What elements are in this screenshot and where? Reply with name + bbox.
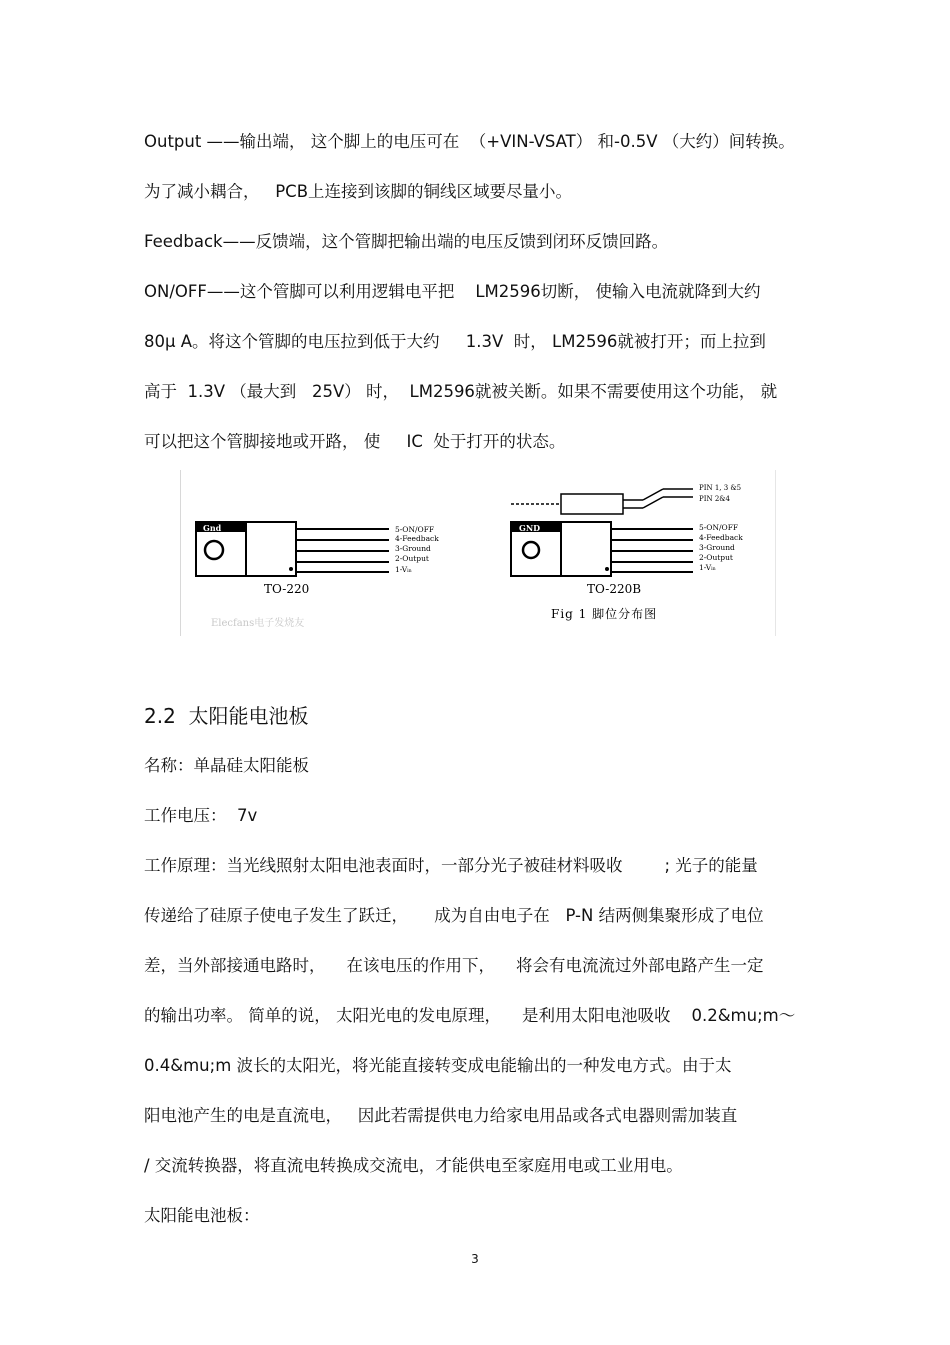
gnd-tab-label: GND [519,523,541,533]
paragraph-line: 80μ A。将这个管脚的电压拉到低于大约 1.3V 时， LM2596就被打开；而上拉到 [144,332,766,351]
pin-label: 3-Ground [699,543,735,552]
page-number: 3 [471,1252,479,1266]
paragraph-line: 高于 1.3V （最大到 25V） 时， LM2596就被关断。如果不需要使用这个功能， 就 [144,382,778,401]
to220b-package [511,484,743,621]
pin-label: 1-Vᵢₙ [699,563,716,572]
section-line: 工作电压： 7v [144,806,258,825]
to220-caption: TO-220 [264,582,310,596]
paragraph-line: Feedback——反馈端，这个管脚把输出端的电压反馈到闭环反馈回路。 [144,232,669,251]
to220-package [196,522,439,629]
figure-caption: Fig 1 脚位分布图 [551,607,658,621]
section-line: 传递给了硅原子使电子发生了跃迁， 成为自由电子在 P-N 结两侧集聚形成了电位 [144,906,764,925]
pin-label: 3-Ground [395,544,431,553]
to220b-caption: TO-220B [587,582,642,596]
pin-label: 4-Feedback [395,534,439,543]
pin-label: 4-Feedback [699,533,743,542]
section-line: 太阳能电池板： [144,1206,260,1225]
section-line: 工作原理：当光线照射太阳电池表面时，一部分光子被硅材料吸收 ; 光子的能量 [144,856,758,875]
watermark: Elecfans电子发烧友 [211,618,305,629]
section-heading: 2.2 太阳能电池板 [144,704,309,728]
section-line: 0.4&mu;m 波长的太阳光，将光能直接转变成电能输出的一种发电方式。由于太 [144,1056,732,1075]
paragraph-line: 为了减小耦合， PCB上连接到该脚的铜线区域要尽量小。 [144,182,573,201]
lead-label: PIN 1, 3 &5 [699,484,742,492]
pin-label: 5-ON/OFF [699,523,739,532]
pin-label: 2-Output [699,553,733,562]
gnd-tab-label: Gnd [203,523,222,533]
section-line: 名称：单晶硅太阳能板 [144,756,309,775]
lead-label: PIN 2&4 [699,495,730,503]
paragraph-line: Output ——输出端， 这个脚上的电压可在 （+VIN-VSAT） 和-0.5V （大约）间转换。 [144,132,795,151]
paragraph-line: ON/OFF——这个管脚可以利用逻辑电平把 LM2596切断， 使输入电流就降到大约 [144,282,761,301]
pin-label: 1-Vᵢₙ [395,565,412,574]
paragraph-line: 可以把这个管脚接地或开路， 使 IC 处于打开的状态。 [144,432,566,451]
section-line: 阳电池产生的电是直流电， 因此若需提供电力给家电用品或各式电器则需加装直 [144,1106,738,1125]
section-line: 的输出功率。 简单的说， 太阳光电的发电原理， 是利用太阳电池吸收 0.2&mu;m～ [144,1006,796,1025]
pinout-figure [180,470,776,636]
pin-label: 2-Output [395,554,429,563]
section-line: 差，当外部接通电路时， 在该电压的作用下， 将会有电流流过外部电路产生一定 [144,956,764,975]
section-line: / 交流转换器，将直流电转换成交流电，才能供电至家庭用电或工业用电。 [144,1156,683,1175]
pin-label: 5-ON/OFF [395,525,435,534]
